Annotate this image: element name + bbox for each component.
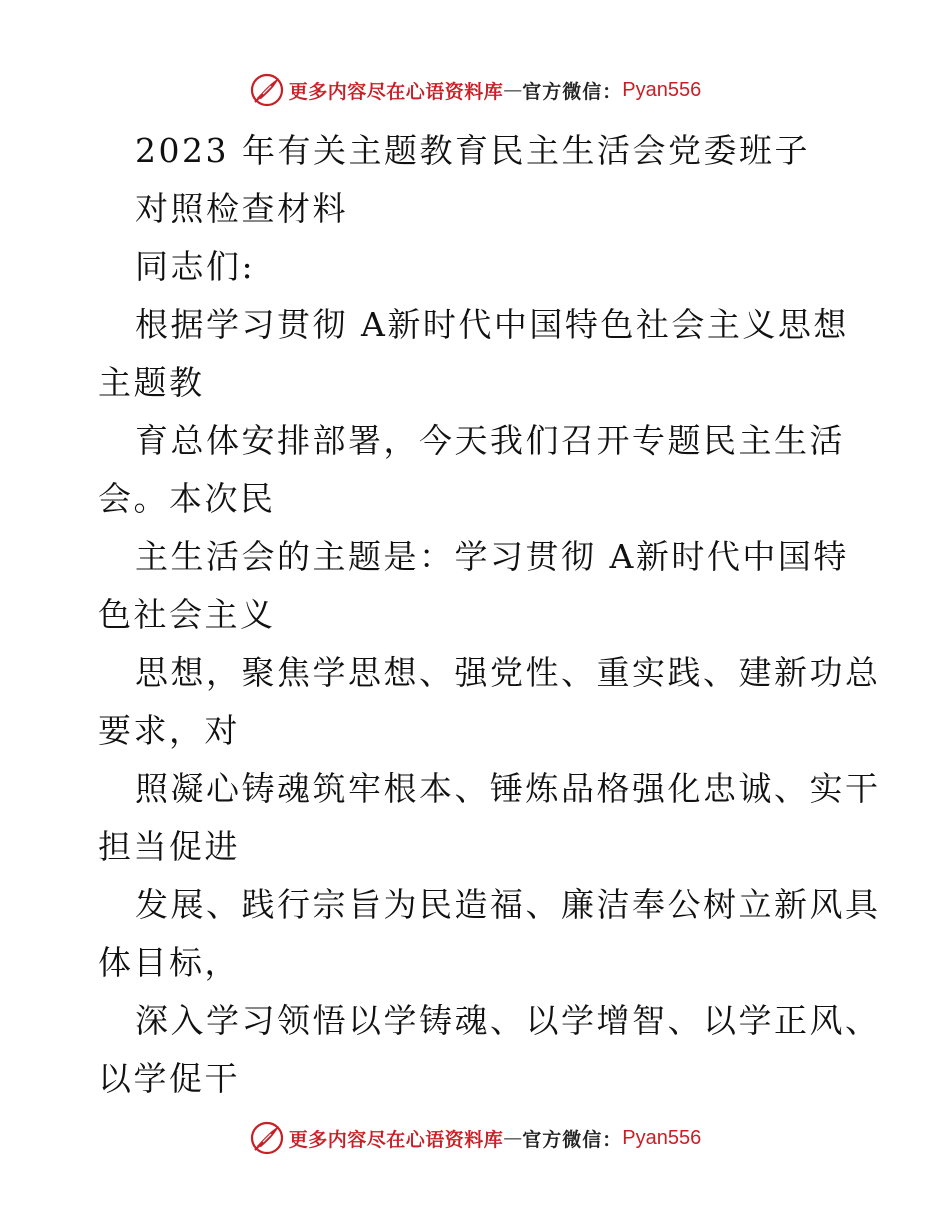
quill-pen-seal-icon <box>249 1120 285 1156</box>
paragraph-line: 以学促干 <box>98 1059 240 1098</box>
paragraph-line: 体目标， <box>98 943 240 982</box>
paragraph-line: 色社会主义 <box>98 595 276 634</box>
paragraph-line: 主题教 <box>98 363 205 402</box>
paragraph-line: 深入学习领悟以学铸魂、以学增智、以学正风、 <box>135 1001 881 1040</box>
paragraph-line: 思想，聚焦学思想、强党性、重实践、建新功总 <box>135 653 881 692</box>
paragraph-line: 根据学习贯彻 A新时代中国特色社会主义思想 <box>135 305 849 344</box>
paragraph-line: 育总体安排部署，今天我们召开专题民主生活 <box>135 421 845 460</box>
watermark-wechat-id: Pyan556 <box>622 78 702 101</box>
salutation: 同志们: <box>135 247 256 286</box>
header-watermark <box>0 70 950 110</box>
paragraph-line: 要求，对 <box>98 711 240 750</box>
watermark-dash: — <box>503 79 523 101</box>
paragraph-line: 主生活会的主题是：学习贯彻 A新时代中国特 <box>135 537 849 576</box>
watermark-dash: — <box>503 1127 523 1149</box>
watermark-site-text: 更多内容尽在心语资料库 <box>288 80 504 103</box>
footer-watermark <box>0 1118 950 1158</box>
watermark-wechat-label: 官方微信： <box>522 80 623 103</box>
paragraph-line: 发展、践行宗旨为民造福、廉洁奉公树立新风具 <box>135 885 881 924</box>
quill-pen-seal-icon <box>249 72 285 108</box>
watermark-wechat-label: 官方微信： <box>522 1128 623 1151</box>
paragraph-line: 担当促进 <box>98 827 240 866</box>
document-body <box>98 122 881 1108</box>
document-title-line-2: 对照检查材料 <box>135 189 348 228</box>
paragraph-line: 照凝心铸魂筑牢根本、锤炼品格强化忠诚、实干 <box>135 769 881 808</box>
watermark-site-text: 更多内容尽在心语资料库 <box>288 1128 504 1151</box>
document-title-line-1: 2023 年有关主题教育民主生活会党委班子 <box>135 131 810 170</box>
watermark-wechat-id: Pyan556 <box>622 1126 702 1149</box>
paragraph-line: 会。本次民 <box>98 479 276 518</box>
